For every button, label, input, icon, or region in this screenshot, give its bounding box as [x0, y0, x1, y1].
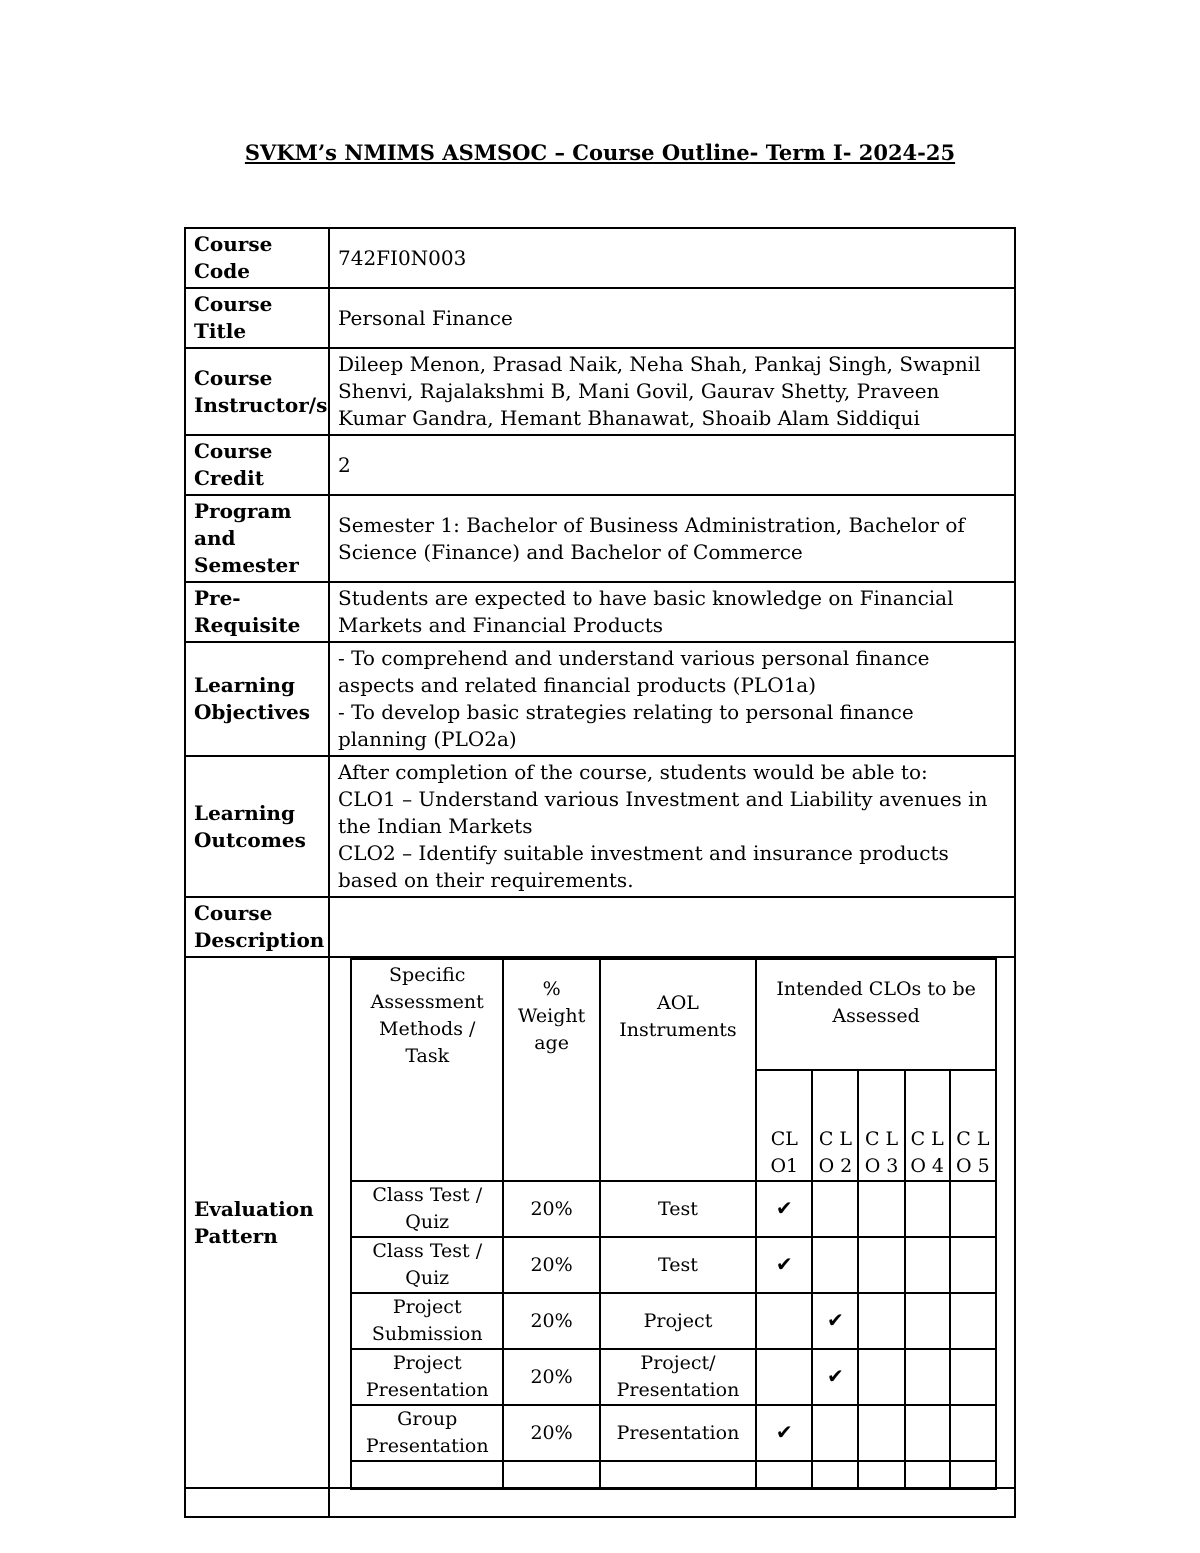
method-cell: Class Test / Quiz	[351, 1181, 503, 1237]
clo-1-cell	[756, 1349, 812, 1405]
method-cell: Project Submission	[351, 1293, 503, 1349]
clo-3-cell	[858, 1405, 904, 1461]
clo-header-2: C L O 2	[812, 1070, 858, 1181]
course-instructors-label: Course Instructor/s	[185, 348, 329, 435]
clo-4-cell	[905, 1181, 950, 1237]
empty-cell	[185, 1488, 329, 1517]
clo-5-cell	[950, 1181, 996, 1237]
weight-cell: 20%	[503, 1237, 599, 1293]
clo-header-5: C L O 5	[950, 1070, 996, 1181]
clo-2-cell	[812, 1181, 858, 1237]
header-method: Specific Assessment Methods / Task	[351, 959, 503, 1181]
clo-4-cell	[905, 1293, 950, 1349]
weight-cell: 20%	[503, 1181, 599, 1237]
clo-1-cell	[756, 1237, 812, 1293]
weight-cell: 20%	[503, 1405, 599, 1461]
header-weight: % Weight age	[503, 959, 599, 1181]
evaluation-rows	[351, 1181, 996, 1461]
clo-5-cell	[950, 1349, 996, 1405]
clo-5-cell	[950, 1237, 996, 1293]
check-icon: ✔	[827, 1308, 844, 1332]
clo-header-3: C L O 3	[858, 1070, 904, 1181]
empty-footer-row	[185, 1488, 1015, 1517]
check-icon: ✔	[775, 1420, 793, 1444]
page-title: SVKM’s NMIMS ASMSOC – Course Outline- Term I- 2024-25	[244, 140, 956, 165]
header-aol: AOL Instruments	[600, 959, 756, 1181]
clo-4-cell	[905, 1405, 950, 1461]
clo-1-cell	[756, 1181, 812, 1237]
clo-2-cell	[812, 1349, 858, 1405]
check-icon: ✔	[775, 1252, 793, 1276]
learning-objectives-label: Learning Objectives	[185, 642, 329, 756]
clo-5-cell	[950, 1293, 996, 1349]
course-credit-label: Course Credit	[185, 435, 329, 495]
clo-1-cell	[756, 1405, 812, 1461]
aol-cell: Project/ Presentation	[600, 1349, 756, 1405]
course-description-label: Course Description	[185, 897, 329, 957]
aol-cell: Project	[600, 1293, 756, 1349]
clo-3-cell	[858, 1349, 904, 1405]
weight-cell: 20%	[503, 1293, 599, 1349]
evaluation-row	[351, 1237, 996, 1293]
clo-3-cell	[858, 1181, 904, 1237]
learning-outcomes-label: Learning Outcomes	[185, 756, 329, 897]
method-cell: Project Presentation	[351, 1349, 503, 1405]
clo-4-cell	[905, 1349, 950, 1405]
objective-2: - To develop basic strategies relating to personal finance planning (PLO2a)	[338, 700, 914, 751]
weight-cell: 20%	[503, 1349, 599, 1405]
check-icon: ✔	[775, 1196, 793, 1220]
course-code-label: Course Code	[185, 228, 329, 288]
prerequisite-label: Pre-Requisite	[185, 582, 329, 642]
evaluation-row	[351, 1349, 996, 1405]
evaluation-row	[351, 1293, 996, 1349]
clo-3-cell	[858, 1237, 904, 1293]
method-cell: Class Test / Quiz	[351, 1237, 503, 1293]
outcome-clo1: CLO1 – Understand various Investment and Liability avenues in the Indian Markets	[338, 787, 988, 838]
clo-header-1: CL O1	[756, 1070, 812, 1181]
evaluation-row	[351, 1405, 996, 1461]
course-credit-value: 2	[329, 435, 1015, 495]
course-title-value: Personal Finance	[329, 288, 1015, 348]
evaluation-pattern-label: Evaluation Pattern	[185, 957, 329, 1488]
method-cell: Group Presentation	[351, 1405, 503, 1461]
course-outline-table	[184, 227, 1016, 1518]
clo-4-cell	[905, 1237, 950, 1293]
outcome-clo2: CLO2 – Identify suitable investment and insurance products based on their requirements.	[338, 841, 949, 892]
check-icon: ✔	[827, 1364, 844, 1388]
clo-2-cell	[812, 1237, 858, 1293]
clo-3-cell	[858, 1293, 904, 1349]
program-semester-label: Program and Semester	[185, 495, 329, 582]
clo-header-4: C L O 4	[905, 1070, 950, 1181]
learning-outcomes-value	[329, 756, 1015, 897]
evaluation-pattern-cell	[329, 957, 1015, 1488]
learning-objectives-value	[329, 642, 1015, 756]
course-code-value: 742FI0N003	[329, 228, 1015, 288]
clo-5-cell	[950, 1405, 996, 1461]
objective-1: - To comprehend and understand various personal finance aspects and related financial products (PLO1a)	[338, 646, 930, 697]
aol-cell: Test	[600, 1237, 756, 1293]
course-title-label: Course Title	[185, 288, 329, 348]
aol-cell: Presentation	[600, 1405, 756, 1461]
course-description-value	[329, 897, 1015, 957]
prerequisite-value: Students are expected to have basic knowledge on Financial Markets and Financial Products	[329, 582, 1015, 642]
empty-cell	[329, 1488, 1015, 1517]
clo-2-cell	[812, 1405, 858, 1461]
clo-2-cell	[812, 1293, 858, 1349]
clo-1-cell	[756, 1293, 812, 1349]
aol-cell: Test	[600, 1181, 756, 1237]
evaluation-table	[350, 958, 997, 1490]
outcome-intro: After completion of the course, students would be able to:	[338, 760, 928, 784]
course-instructors-value: Dileep Menon, Prasad Naik, Neha Shah, Pankaj Singh, Swapnil Shenvi, Rajalakshmi B, Mani Govil, Gaurav Shetty, Praveen Kumar Gandra, Hemant Bhanawat, Shoaib Alam Siddiqui	[329, 348, 1015, 435]
empty-row	[351, 1461, 996, 1489]
header-clos: Intended CLOs to be Assessed	[756, 959, 996, 1070]
program-semester-value: Semester 1: Bachelor of Business Administration, Bachelor of Science (Finance) and Bachelor of Commerce	[329, 495, 1015, 582]
evaluation-row	[351, 1181, 996, 1237]
